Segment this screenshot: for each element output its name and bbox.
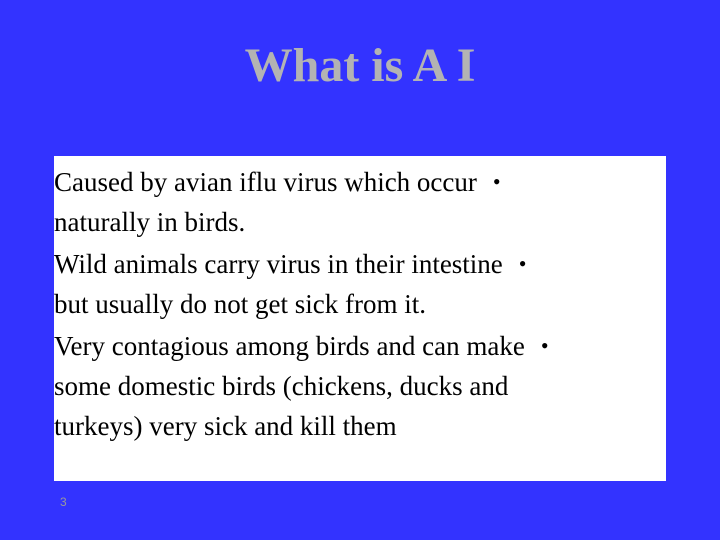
bullet-marker: • [518,251,527,276]
content-box [54,156,666,481]
bullet-1-line-1: Caused by avian iflu virus which occur [54,167,477,197]
bullet-item-2 [54,244,666,324]
slide-title: What is A I [244,39,476,92]
slide-number: 3 [60,495,67,509]
bullet-marker: • [492,169,501,194]
bullet-item-1 [54,162,666,242]
bullet-3-line-1: Very contagious among birds and can make [54,331,525,361]
bullet-marker: • [540,333,549,358]
bullet-item-3 [54,326,666,446]
bullet-2-line-2: but usually do not get sick from it. [54,289,426,319]
bullet-3-line-2: some domestic birds (chickens, ducks and [54,371,509,401]
bullet-3-line-3: turkeys) very sick and kill them [54,411,397,441]
bullet-2-line-1: Wild animals carry virus in their intestine [54,249,503,279]
bullet-list [54,162,666,448]
bullet-1-line-2: naturally in birds. [54,207,246,237]
